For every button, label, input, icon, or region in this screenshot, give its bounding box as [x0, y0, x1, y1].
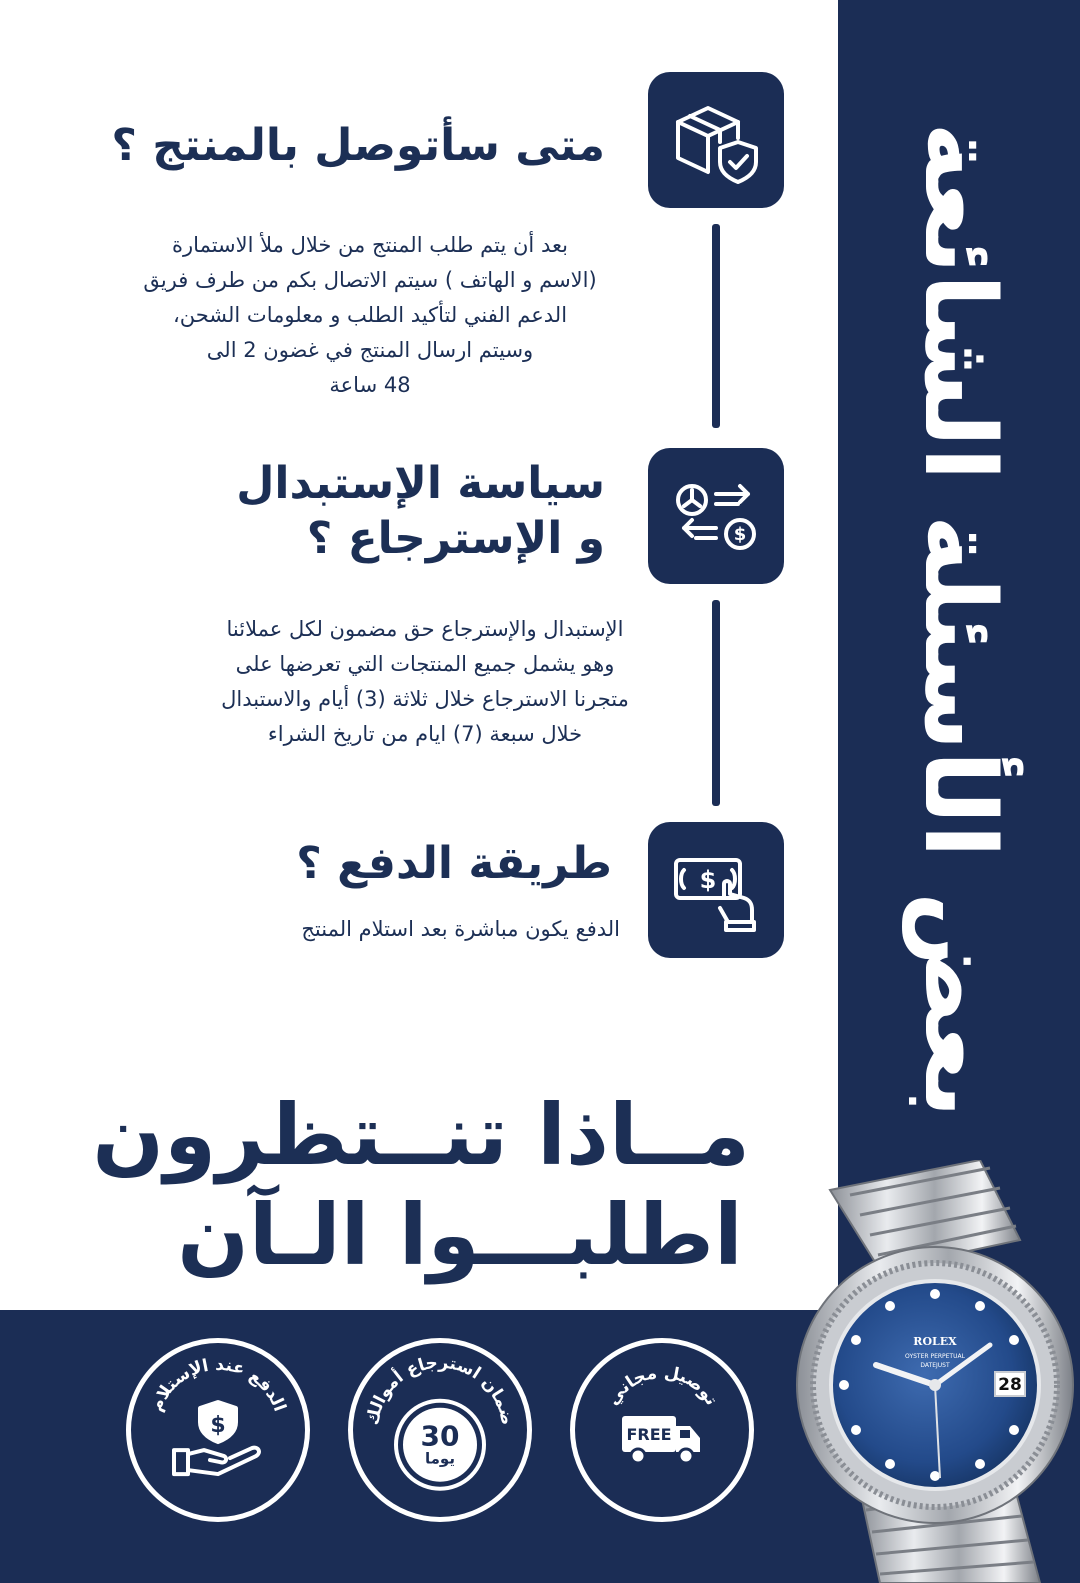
cta-line-2: اطلبـــوا الـآن — [177, 1186, 743, 1284]
faq-title-payment: طريقة الدفع ؟ — [296, 838, 612, 889]
guarantee-days-number: 30 — [420, 1419, 460, 1453]
delivery-truck-icon — [620, 1412, 704, 1472]
title-line: سياسة الإستبدال — [236, 458, 605, 509]
answer-line: الدعم الفني لتأكيد الطلب و معلومات الشحن، — [172, 303, 568, 327]
answer-line: وهو يشمل جميع المنتجات التي تعرضها على — [235, 652, 615, 676]
svg-text:$: $ — [733, 524, 747, 545]
watch-line-1: OYSTER PERPETUAL — [905, 1353, 965, 1360]
answer-line: متجرنا الاسترجاع خلال ثلاثة (3) أيام والاستبدال — [221, 687, 629, 711]
watch-brand: ROLEX — [913, 1335, 957, 1348]
badge-label: الدفع عند الإستلام — [146, 1354, 290, 1415]
answer-line: 48 ساعة — [329, 373, 411, 397]
cash-on-delivery-badge — [126, 1338, 310, 1522]
package-shield-icon — [648, 72, 784, 208]
answer-line: الدفع يكون مباشرة بعد استلام المنتج — [301, 917, 620, 941]
call-to-action — [92, 1085, 750, 1285]
faq-title-returns — [236, 456, 605, 566]
badge-label: توصيل مجاني — [602, 1362, 722, 1410]
answer-line: وسيتم ارسال المنتج في غضون 2 الى — [206, 338, 534, 362]
faq-answer-payment — [160, 912, 620, 947]
hand-dollar-shield-icon — [168, 1398, 268, 1482]
hand-cash-icon — [648, 822, 784, 958]
svg-text:$: $ — [699, 866, 717, 894]
svg-text:$: $ — [210, 1413, 226, 1439]
side-title: بعض الأسئلة الشائعة — [902, 122, 1016, 1118]
faq-answer-returns — [150, 612, 700, 752]
free-delivery-badge — [570, 1338, 754, 1522]
watch-date: 28 — [998, 1375, 1022, 1395]
wristwatch-image — [790, 1160, 1080, 1583]
truck-label: FREE — [626, 1425, 672, 1444]
connector-line — [712, 224, 720, 428]
watch-line-2: DATEJUST — [920, 1362, 950, 1369]
exchange-refund-icon — [648, 448, 784, 584]
answer-line: (الاسم و الهاتف ) سيتم الاتصال بكم من طرف فريق — [143, 268, 597, 292]
money-back-guarantee-badge — [348, 1338, 532, 1522]
thirty-days-seal — [394, 1399, 486, 1491]
answer-line: بعد أن يتم طلب المنتج من خلال ملأ الاستمارة — [172, 233, 568, 257]
badge-label: ضمان استرجاع أموالك — [362, 1352, 518, 1427]
svg-text:توصيل مجاني — [603, 1363, 721, 1409]
connector-line — [712, 600, 720, 806]
cta-line-1: مــاذا تنــتظرون — [92, 1086, 750, 1184]
answer-line: خلال سبعة (7) ايام من تاريخ الشراء — [267, 722, 583, 746]
faq-title-delivery: متى سأتوصل بالمنتج ؟ — [111, 120, 605, 171]
guarantee-days-unit: يوما — [425, 1449, 455, 1468]
faq-answer-delivery — [60, 228, 680, 403]
answer-line: الإستبدال والإسترجاع حق مضمون لكل عملائنا — [226, 617, 624, 641]
title-line: و الإسترجاع ؟ — [306, 513, 605, 564]
